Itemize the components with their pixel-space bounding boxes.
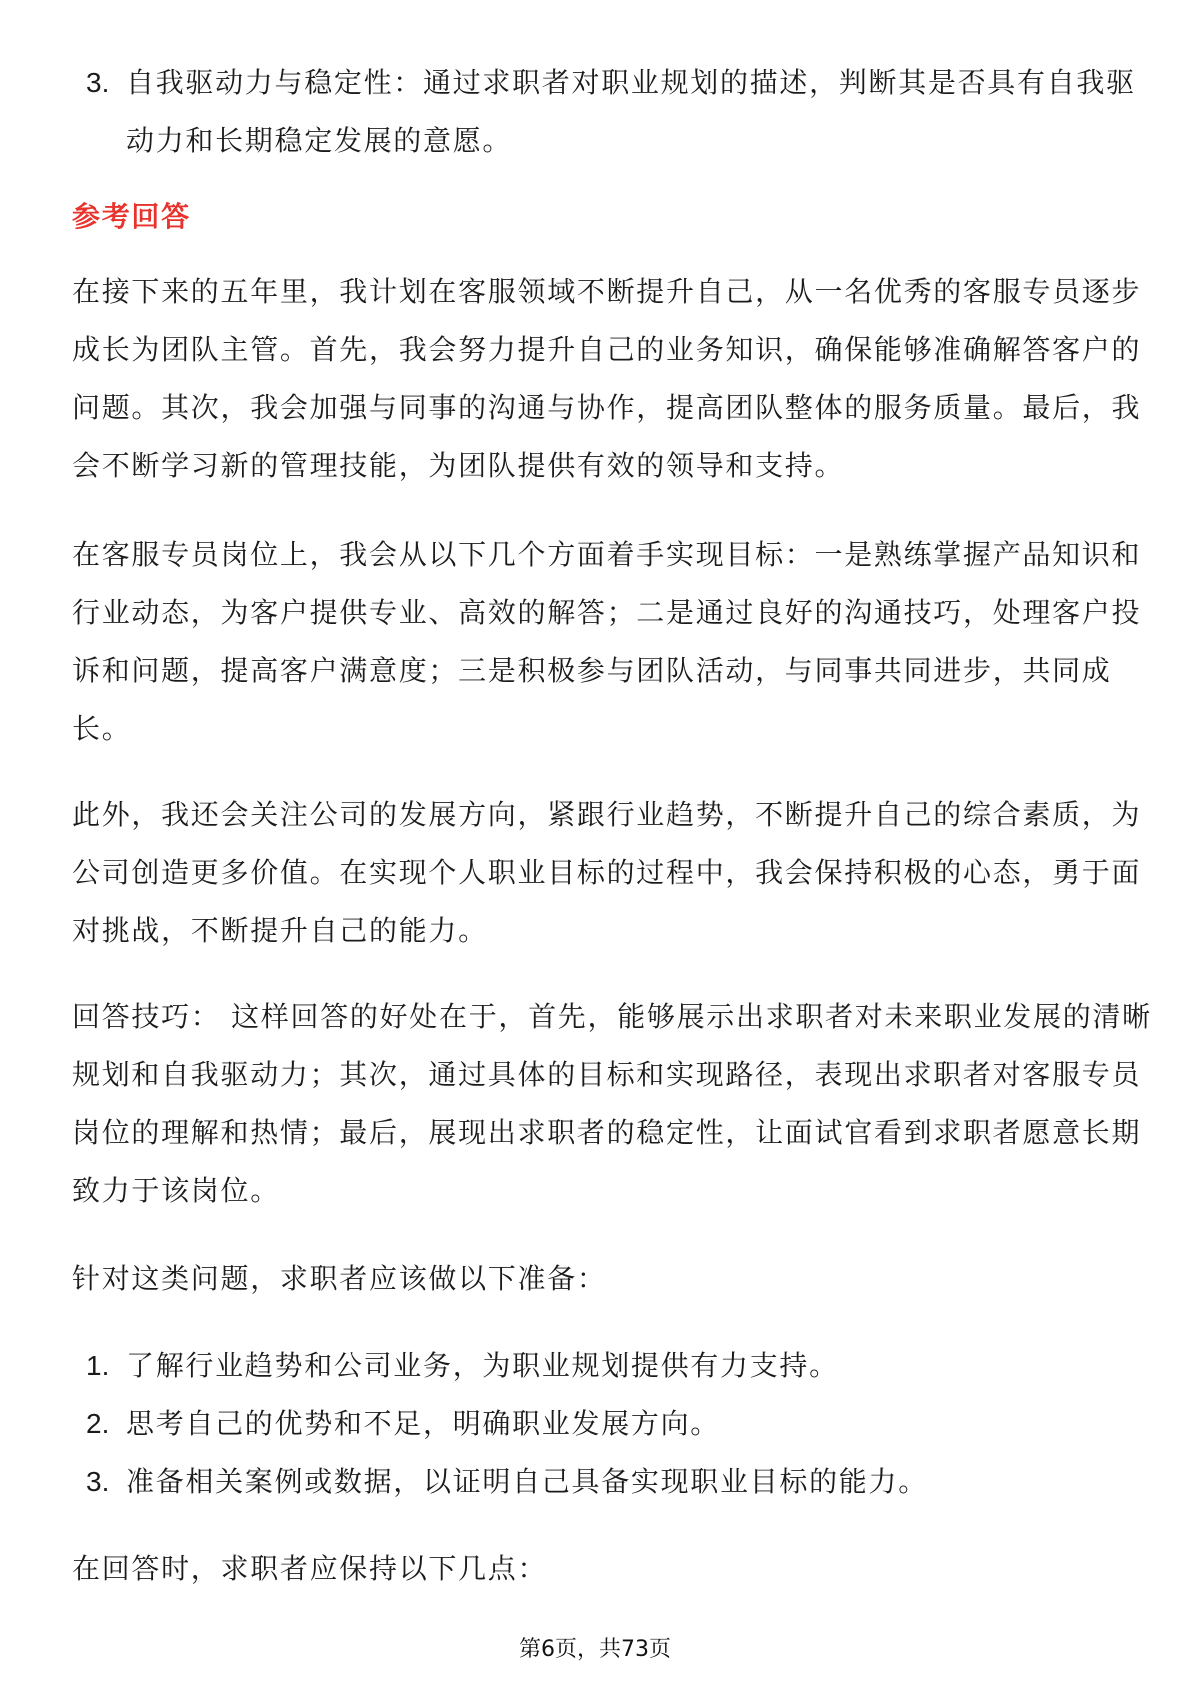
list-item bbox=[72, 1453, 1132, 1511]
page-footer: 第6页，共73页 bbox=[519, 1637, 671, 1662]
paragraph-line: 回答技巧： 这样回答的好处在于，首先，能够展示出求职者对未来职业发展的清晰 bbox=[72, 1000, 1152, 1033]
paragraph-line: 此外，我还会关注公司的发展方向，紧跟行业趋势，不断提升自己的综合素质，为 bbox=[72, 798, 1142, 831]
paragraph-line: 诉和问题，提高客户满意度；三是积极参与团队活动，与同事共同进步，共同成 bbox=[72, 654, 1112, 687]
list-item-text: 了解行业趋势和公司业务，为职业规划提供有力支持。 bbox=[126, 1349, 839, 1382]
paragraph-line: 长。 bbox=[72, 712, 132, 745]
list-number: 3. bbox=[86, 1466, 110, 1497]
paragraph-line: 问题。其次，我会加强与同事的沟通与协作，提高团队整体的服务质量。最后，我 bbox=[72, 391, 1142, 424]
paragraph bbox=[72, 786, 1142, 960]
list-number: 3. bbox=[86, 67, 110, 98]
list-item-text: 思考自己的优势和不足，明确职业发展方向。 bbox=[126, 1407, 721, 1440]
list-item-text-line: 自我驱动力与稳定性：通过求职者对职业规划的描述，判断其是否具有自我驱 bbox=[126, 66, 1136, 99]
paragraph bbox=[72, 526, 1142, 758]
list-item bbox=[72, 1337, 1132, 1395]
list-item bbox=[72, 1395, 1132, 1453]
list-item bbox=[72, 54, 1136, 170]
paragraph bbox=[72, 263, 1142, 495]
paragraph-line: 会不断学习新的管理技能，为团队提供有效的领导和支持。 bbox=[72, 449, 845, 482]
answer-tips-paragraph bbox=[72, 988, 1152, 1220]
list-number: 1. bbox=[86, 1350, 110, 1381]
preparation-intro bbox=[72, 1250, 1132, 1308]
criteria-list bbox=[72, 54, 1136, 170]
paragraph-line: 成长为团队主管。首先，我会努力提升自己的业务知识，确保能够准确解答客户的 bbox=[72, 333, 1142, 366]
paragraph-line: 对挑战，不断提升自己的能力。 bbox=[72, 914, 488, 947]
preparation-list bbox=[72, 1337, 1132, 1511]
paragraph-line: 在回答时，求职者应保持以下几点： bbox=[72, 1552, 548, 1585]
paragraph-line: 致力于该岗位。 bbox=[72, 1174, 280, 1207]
paragraph-line: 公司创造更多价值。在实现个人职业目标的过程中，我会保持积极的心态，勇于面 bbox=[72, 856, 1142, 889]
reference-answer-section bbox=[72, 188, 1132, 246]
list-number: 2. bbox=[86, 1408, 110, 1439]
closing-intro bbox=[72, 1540, 1132, 1598]
list-item-text: 准备相关案例或数据，以证明自己具备实现职业目标的能力。 bbox=[126, 1465, 928, 1498]
list-item-text-line: 动力和长期稳定发展的意愿。 bbox=[126, 124, 513, 157]
section-heading: 参考回答 bbox=[72, 200, 191, 233]
paragraph-line: 岗位的理解和热情；最后，展现出求职者的稳定性，让面试官看到求职者愿意长期 bbox=[72, 1116, 1142, 1149]
paragraph-line: 规划和自我驱动力；其次，通过具体的目标和实现路径，表现出求职者对客服专员 bbox=[72, 1058, 1142, 1091]
paragraph-line: 在客服专员岗位上，我会从以下几个方面着手实现目标：一是熟练掌握产品知识和 bbox=[72, 538, 1142, 571]
paragraph-line: 针对这类问题，求职者应该做以下准备： bbox=[72, 1262, 607, 1295]
paragraph-line: 行业动态，为客户提供专业、高效的解答；二是通过良好的沟通技巧，处理客户投 bbox=[72, 596, 1142, 629]
paragraph-line: 在接下来的五年里，我计划在客服领域不断提升自己，从一名优秀的客服专员逐步 bbox=[72, 275, 1142, 308]
